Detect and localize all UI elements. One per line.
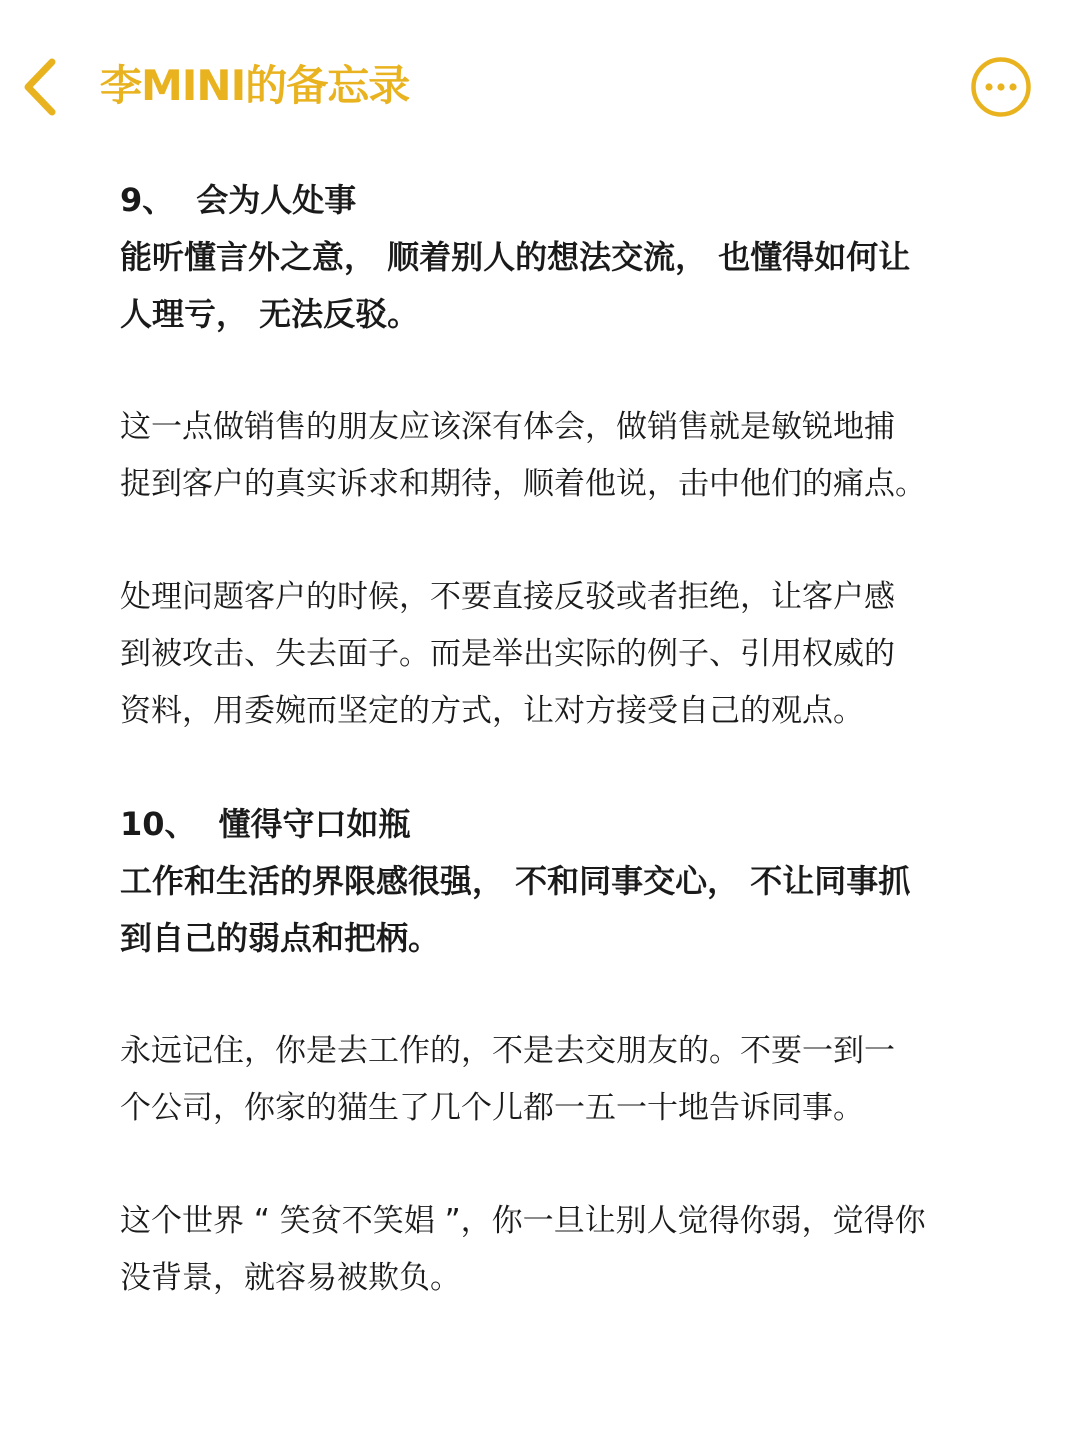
summary-line: 工作和生活的界限感很强， 不和同事交心， 不让同事抓 [120,862,911,900]
section-heading [120,796,970,853]
paragraph-line: 个公司，你家的猫生了几个儿都一五一十地告诉同事。 [120,1090,864,1126]
paragraph-line: 没背景，就容易被欺负。 [120,1260,461,1296]
page-title: 李MINI的备忘录 [100,61,410,110]
section-number: 9、 [120,181,175,219]
paragraph-line: 这一点做销售的朋友应该深有体会，做销售就是敏锐地捕 [120,409,895,445]
back-button[interactable] [14,54,70,120]
paragraph-line: 这个世界 “ 笑贫不笑娼 ”，你一旦让别人觉得你弱，觉得你 [120,1203,926,1239]
summary-line: 能听懂言外之意， 顺着别人的想法交流， 也懂得如何让 [120,238,911,276]
paragraph [120,1023,970,1137]
summary-line: 到自己的弱点和把柄。 [120,919,441,957]
more-horizontal-icon [970,56,1032,118]
paragraph-line: 捉到客户的真实诉求和期待，顺着他说，击中他们的痛点。 [120,466,926,502]
section-title: 会为人处事 [196,181,357,219]
note-content [120,172,970,1307]
summary-line: 人理亏， 无法反驳。 [120,295,420,333]
paragraph-line: 永远记住，你是去工作的，不是去交朋友的。不要一到一 [120,1033,895,1069]
section-title: 懂得守口如瓶 [218,805,411,843]
paragraph-line: 资料，用委婉而坚定的方式，让对方接受自己的观点。 [120,693,864,729]
paragraph [120,569,970,740]
note-section [120,796,970,1307]
paragraph [120,399,970,513]
paragraph-line: 到被攻击、失去面子。而是举出实际的例子、引用权威的 [120,636,895,672]
chevron-left-icon [14,54,70,120]
section-summary [120,853,970,967]
paragraph-line: 处理问题客户的时候，不要直接反驳或者拒绝，让客户感 [120,579,895,615]
note-section [120,172,970,740]
section-summary [120,229,970,343]
header-bar [0,0,1080,170]
section-heading [120,172,970,229]
section-number: 10、 [120,805,197,843]
paragraph [120,1193,970,1307]
more-options-button[interactable] [970,56,1032,118]
